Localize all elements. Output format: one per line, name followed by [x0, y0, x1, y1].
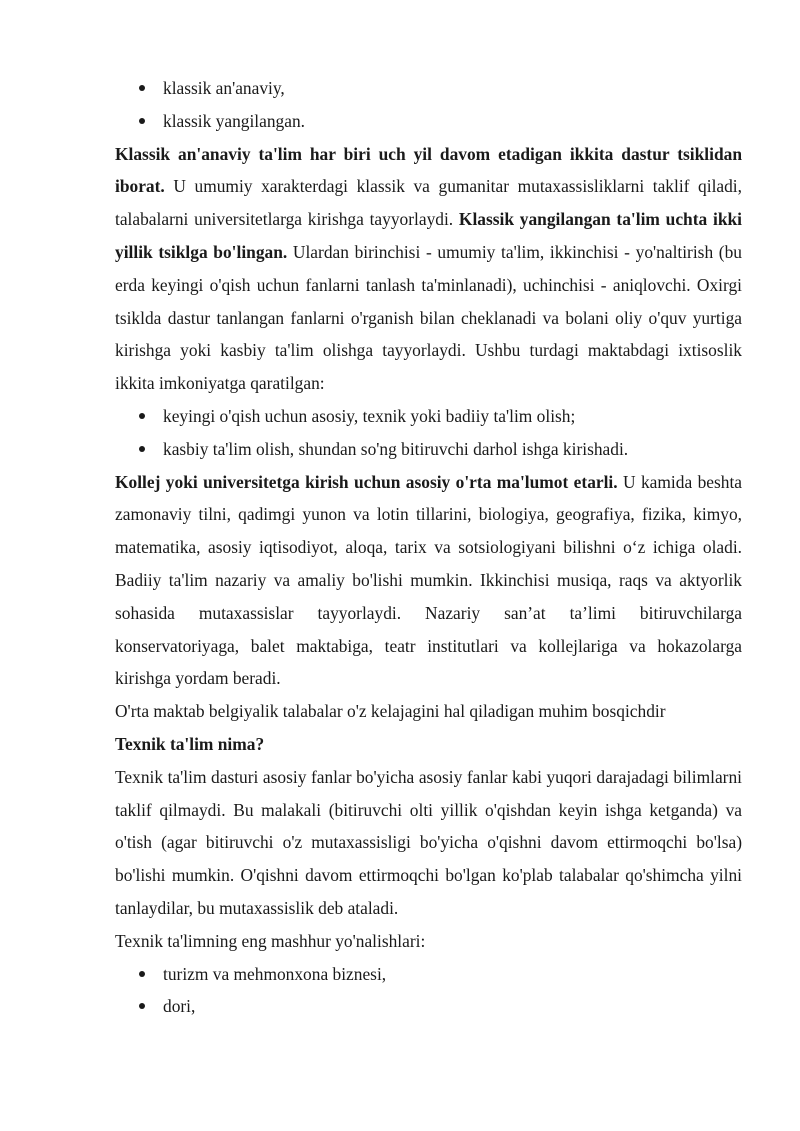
bullet-icon [139, 118, 145, 124]
heading-text: Texnik ta'lim nima? [115, 733, 265, 754]
paragraph-important-stage: O'rta maktab belgiyalik talabalar o'z kelajagini hal qiladigan muhim bosqichdir [115, 701, 666, 722]
paragraph-technical-education: Texnik ta'lim dasturi asosiy fanlar bo'yicha asosiy fanlar kabi yuqori darajadagi bilimlarni taklif qilmaydi. Bu malakali (bitiruvchi olti yillik o'qishdan keyin ishga ketganda) va o'tish (agar bitiruvchi o'z mutaxassisligi bo'yicha o'qishni davom ettirmoqchi bo'lsa) bo'lishi mumkin. O'qishni davom ettirmoqchi bo'lgan ko'plab talabalar qo'shimcha yilni tanlaydilar, bu mutaxassislik deb ataladi. [115, 766, 742, 918]
list-item [115, 990, 742, 1023]
paragraph-text: U kamida beshta zamonaviy tilni, qadimgi yunon va lotin tillarini, biologiya, geografiya, fizika, kimyo, matematika, asosiy iqtisodiyot, aloqa, tarix va sotsiologiyani bilishni o‘z ichiga oladi. Badiiy ta'lim nazariy va amaliy bo'lishi mumkin. Ikkinchisi musiqa, raqs va aktyorlik sohasida mutaxassislar tayyorlaydi. Nazariy san’at ta’limi bitiruvchilarga konservatoriyaga, balet maktabiga, teatr institutlari va kollejlariga va hokazolarga kirishga yordam beradi. [115, 471, 743, 689]
bold-lead-sentence: Klassik an'anaviy ta'lim har biri uch yil davom etadigan ikkita dastur tsiklidan iborat. [115, 143, 742, 197]
list-item [115, 72, 742, 105]
bullet-list-school-types [115, 72, 742, 138]
list-item [115, 105, 742, 138]
list-item-text: klassik an'anaviy, [163, 78, 285, 98]
bullet-icon [139, 85, 145, 91]
paragraph-text: Ulardan birinchisi - umumiy ta'lim, ikkinchisi - yo'naltirish (bu erda keyingi o'qish uchun fanlarni tanlash ta'minlanadi), uchinchisi - aniqlovchi. Oxirgi tsiklda dastur tanlangan fanlarni o'rganish bilan cheklanadi va bolani oliy o'quv yurtiga kirishga yoki kasbiy ta'lim olishga tayyorlaydi. Ushbu turdagi maktabdagi ixtisoslik ikkita imkoniyatga qaratilgan: [115, 241, 742, 394]
bullet-icon [139, 446, 145, 452]
list-item-text: keyingi o'qish uchun asosiy, texnik yoki badiiy ta'lim olish; [163, 405, 576, 426]
paragraph-popular-directions: Texnik ta'limning eng mashhur yo'nalishlari: [115, 930, 426, 951]
bold-lead-sentence: Klassik yangilangan ta'lim uchta ikki yillik tsiklga bo'lingan. [115, 209, 742, 262]
list-item-text: klassik yangilangan. [163, 110, 305, 131]
bold-lead-sentence: Kollej yoki universitetga kirish uchun asosiy o'rta ma'lumot etarli. [115, 471, 618, 492]
bullet-list-directions [115, 958, 742, 1024]
paragraph-secondary-education [115, 466, 742, 696]
bullet-icon [139, 413, 145, 419]
list-item-text: kasbiy ta'lim olish, shundan so'ng bitiruvchi darhol ishga kirishadi. [163, 438, 629, 459]
list-item-text: turizm va mehmonxona biznesi, [163, 963, 387, 984]
bullet-list-specialization [115, 400, 742, 466]
section-heading [115, 728, 742, 761]
paragraph-text: U umumiy xarakterdagi klassik va gumanitar mutaxassisliklarni taklif qiladi, talabalarni universitetlarga kirishga tayyorlaydi. [115, 176, 742, 230]
paragraph-classic-education [115, 138, 742, 400]
list-item [115, 400, 742, 433]
bullet-icon [139, 1003, 145, 1009]
list-item [115, 958, 742, 991]
list-item [115, 433, 742, 466]
bullet-icon [139, 971, 145, 977]
document-body [115, 72, 742, 1023]
list-item-text: dori, [163, 996, 196, 1017]
